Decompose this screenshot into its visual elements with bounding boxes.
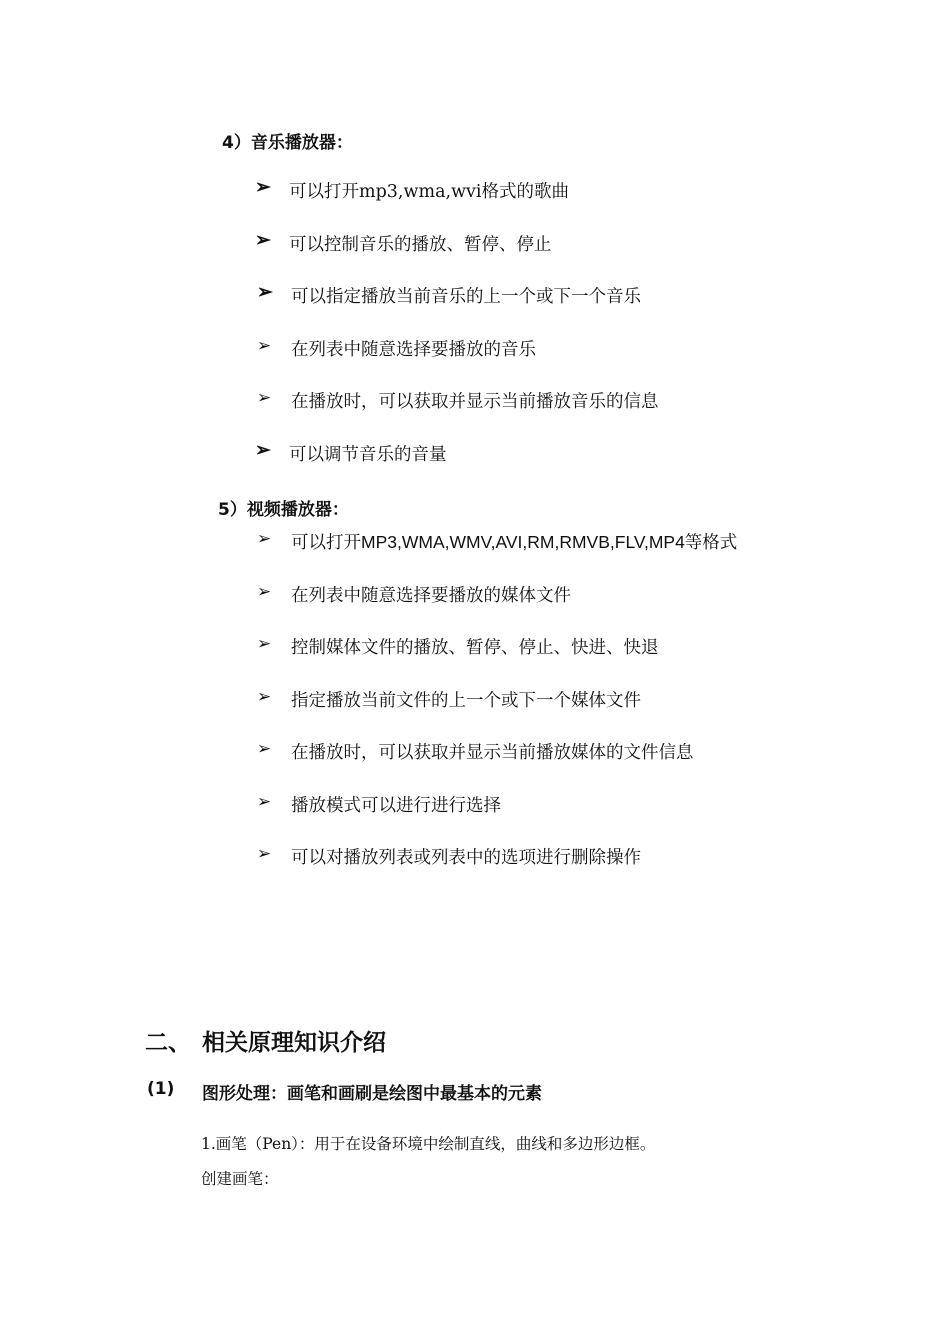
- list-item-text: 可以打开mp3,wma,wvi格式的歌曲: [289, 182, 570, 202]
- arrowhead-bullet-icon: ➢: [257, 281, 273, 303]
- list-item-text: 在播放时，可以获取并显示当前播放媒体的文件信息: [291, 743, 694, 763]
- arrowhead-bullet-icon: ➢: [255, 439, 271, 461]
- subsection-number: (1): [147, 1079, 175, 1099]
- list-item: [257, 336, 536, 361]
- list-item: [257, 844, 641, 869]
- list-item-text: 控制媒体文件的播放、暂停、停止、快进、快退: [291, 638, 659, 658]
- arrowhead-bullet-icon: ➢: [255, 229, 271, 251]
- arrowhead-bullet-icon: ➢: [257, 634, 272, 654]
- arrowhead-bullet-icon: ➢: [257, 687, 272, 707]
- list-item: [257, 281, 641, 308]
- list-item-text: 可以调节音乐的音量: [289, 445, 447, 465]
- list-item: [257, 582, 571, 607]
- video-player-heading: 5）视频播放器：: [218, 500, 349, 520]
- arrowhead-bullet-icon: ➢: [257, 792, 272, 812]
- list-item-text: 可以控制音乐的播放、暂停、停止: [289, 235, 552, 255]
- list-item-text: 可以指定播放当前音乐的上一个或下一个音乐: [291, 287, 641, 307]
- section-number: 二、: [145, 1030, 191, 1056]
- list-item: [257, 388, 659, 413]
- arrowhead-bullet-icon: ➢: [257, 844, 272, 864]
- arrowhead-bullet-icon: ➢: [257, 739, 272, 759]
- music-player-heading: 4）音乐播放器：: [222, 133, 353, 153]
- list-item: [257, 739, 694, 764]
- list-item-text: 在列表中随意选择要播放的音乐: [291, 340, 536, 360]
- list-item-text: 在播放时，可以获取并显示当前播放音乐的信息: [291, 392, 659, 412]
- arrowhead-bullet-icon: ➢: [257, 582, 272, 602]
- list-item-text: 可以对播放列表或列表中的选项进行删除操作: [291, 848, 641, 868]
- paragraph-pen-definition: 1.画笔（Pen）：用于在设备环境中绘制直线，曲线和多边形边框。: [201, 1135, 656, 1153]
- list-item-text: 可以打开MP3,WMA,WMV,AVI,RM,RMVB,FLV,MP4等格式: [291, 532, 738, 552]
- section-title: 相关原理知识介绍: [202, 1030, 386, 1056]
- list-item: [257, 792, 501, 817]
- paragraph-create-pen: 创建画笔：: [201, 1170, 279, 1188]
- list-item-text: 播放模式可以进行进行选择: [291, 796, 501, 816]
- list-item: [257, 687, 641, 712]
- subsection-title: 图形处理：画笔和画刷是绘图中最基本的元素: [202, 1084, 542, 1104]
- list-item-text: 指定播放当前文件的上一个或下一个媒体文件: [291, 691, 641, 711]
- list-item: [255, 176, 570, 203]
- list-item-text: 在列表中随意选择要播放的媒体文件: [291, 586, 571, 606]
- list-item: [257, 529, 738, 554]
- list-item: [255, 229, 552, 256]
- arrowhead-bullet-icon: ➢: [257, 336, 272, 356]
- arrowhead-bullet-icon: ➢: [257, 529, 272, 549]
- arrowhead-bullet-icon: ➢: [257, 388, 272, 408]
- list-item: [257, 634, 659, 659]
- list-item: [255, 439, 447, 466]
- arrowhead-bullet-icon: ➢: [255, 176, 271, 198]
